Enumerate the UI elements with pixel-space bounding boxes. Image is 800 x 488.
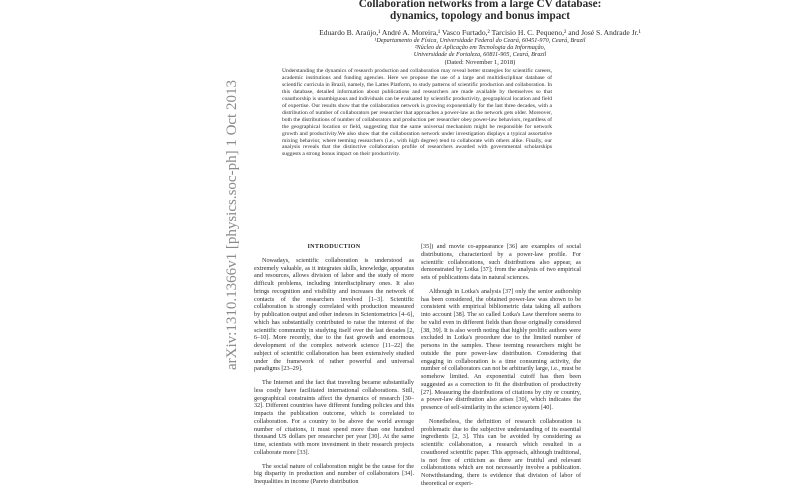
paper-header	[260, 0, 700, 67]
paragraph: Although in Lotka's analysis [37] only the senior authorship has been considered, the obtained power-law was shown to be consistent with empirical bibliometric data taking all authors into account [38]. The so called Lotka's Law therefore seems to be valid even in different fields than those originally considered [38, 39]. It is also worth noting that highly prolific authors were excluded in Lotka's procedure due to the limited number of persons in the samples. These teeming researchers might be outside the pure power-law distribution. Considering that engaging in collaboration is a time consuming activity, the number of collaborators can not be arbitrarily large, i.e., must be somehow limited. An exponential cutoff has then been suggested as a correction to fit the distribution of productivity [27]. Measuring the distributions of citations by city or country, a power-law distribution also arises [30], which indicates the presence of self-similarity in the science system [40].	[421, 287, 581, 411]
paragraph: The social nature of collaboration might be the cause for the big disparity in production and number of collaborators [34]. Inequalities in income (Pareto distribution	[254, 462, 414, 485]
date-line: (Dated: November 1, 2018)	[444, 58, 516, 66]
paragraph: Nowadays, scientific collaboration is understood as extremely valuable, as it integrates skills, knowledge, apparatus and resources, allows division of labor and the study of more difficult problems, including interdisciplinary ones. It also brings recognition and visibility and increases the network of contacts of the researchers involved [1–3]. Scientific collaboration is strongly correlated with production measured by publication output and other indexes in Scientometrics [4–6], which has substantially contributed to raise the interest of the scientific community in studying itself over the last decades [2, 6–10]. More recently, due to the fast growth and enormous development of the complex network science [11–22] the subject of scientific collaboration has been extensively studied under the framework of rather powerful and universal paradigms [23–29].	[254, 256, 414, 373]
abstract: Understanding the dynamics of research production and collaboration may reveal better strategies for scientific careers, academic institutions and funding agencies. Here we propose the use of a large and multidisciplinar database of scientific curricula in Brazil, namely, the Lattes Platform, to study patterns of scientific production and collaboration. In this database, detailed information about publications and researchers are made available by themselves so that coauthorship is unambiguous and individuals can be evaluated by scientific productivity, geographical location and field of expertise. Our results show that the collaboration network is growing exponentially for the last three decades, with a distribution of number of collaborators per researcher that approaches a power-law as the network gets older. Moreover, both the distributions of number of collaborators and production per researcher obey power-law behaviors, regardless of the geographical location or field, suggesting that the same universal mechanism might be responsible for network growth and productivity.We also show that the collaboration network under investigation displays a typical assortative mixing behavior, where teeming researchers (i.e., with high degree) tend to collaborate with others alike. Finally, our analysis reveals that the distinctive collaboration profile of researchers awarded with governmental scholarships suggests a strong bonus impact on their productivity.	[282, 68, 552, 158]
paragraph: [35]) and movie co-appearance [36] are examples of social distributions, characterized by a power-law profile. For scientific collaborations, such distributions also appear, as demonstrated by Lotka [37]; from the analysis of two empirical sets of publications data in natural sciences.	[421, 243, 581, 281]
left-column	[254, 243, 414, 486]
paper-title	[260, 0, 700, 22]
paragraph: Nonetheless, the definition of research collaboration is problematic due to the subjective understanding of its essential ingredients [2, 3]. This can be avoided by considering as scientific collaboration, a research which resulted in a coauthored scientific paper. This approach, although traditional, is not free of criticism as there are fruitful and relevant collaborations which are not necessarily involve a publication. Notwithstanding, there is evidence that division of labor of theoretical or experi-	[421, 417, 581, 487]
title-line-1: Collaboration networks from a large CV database:	[358, 0, 602, 10]
affiliation-2b: Universidade de Fortaleza, 60811-905, Ceará, Brazil	[413, 51, 547, 59]
arxiv-identifier[interactable]: arXiv:1310.1366v1 [physics.soc-ph] 1 Oct 2013	[224, 80, 240, 370]
affiliation-1: ¹Departamento de Física, Universidade Federal do Ceará, 60451-970, Ceará, Brazil	[374, 37, 586, 44]
author-list: Eduardo B. Araújo,¹ André A. Moreira,¹ Vasco Furtado,² Tarcisio H. C. Pequeno,² and José S. Andrade Jr.¹	[319, 28, 641, 37]
section-heading: INTRODUCTION	[307, 243, 361, 250]
paragraph: The Internet and the fact that traveling became substantially less costly have facilitated international collaborations. Still, geographical constraints affect the dynamics of research [30–32]. Different countries have different funding policies and this impacts the publication outcome, which is correlated to collaboration. For a country to be above the world average number of citations, it must spend more than one hundred thousand US dollars per researcher per year [30]. At the same time, scientists with more investment in their research projects collaborate more [33].	[254, 379, 414, 456]
right-column	[421, 243, 581, 488]
title-line-2: dynamics, topology and bonus impact	[390, 10, 570, 22]
affiliation-2a: ²Núcleo de Aplicação em Tecnologia da Informação,	[414, 44, 546, 52]
